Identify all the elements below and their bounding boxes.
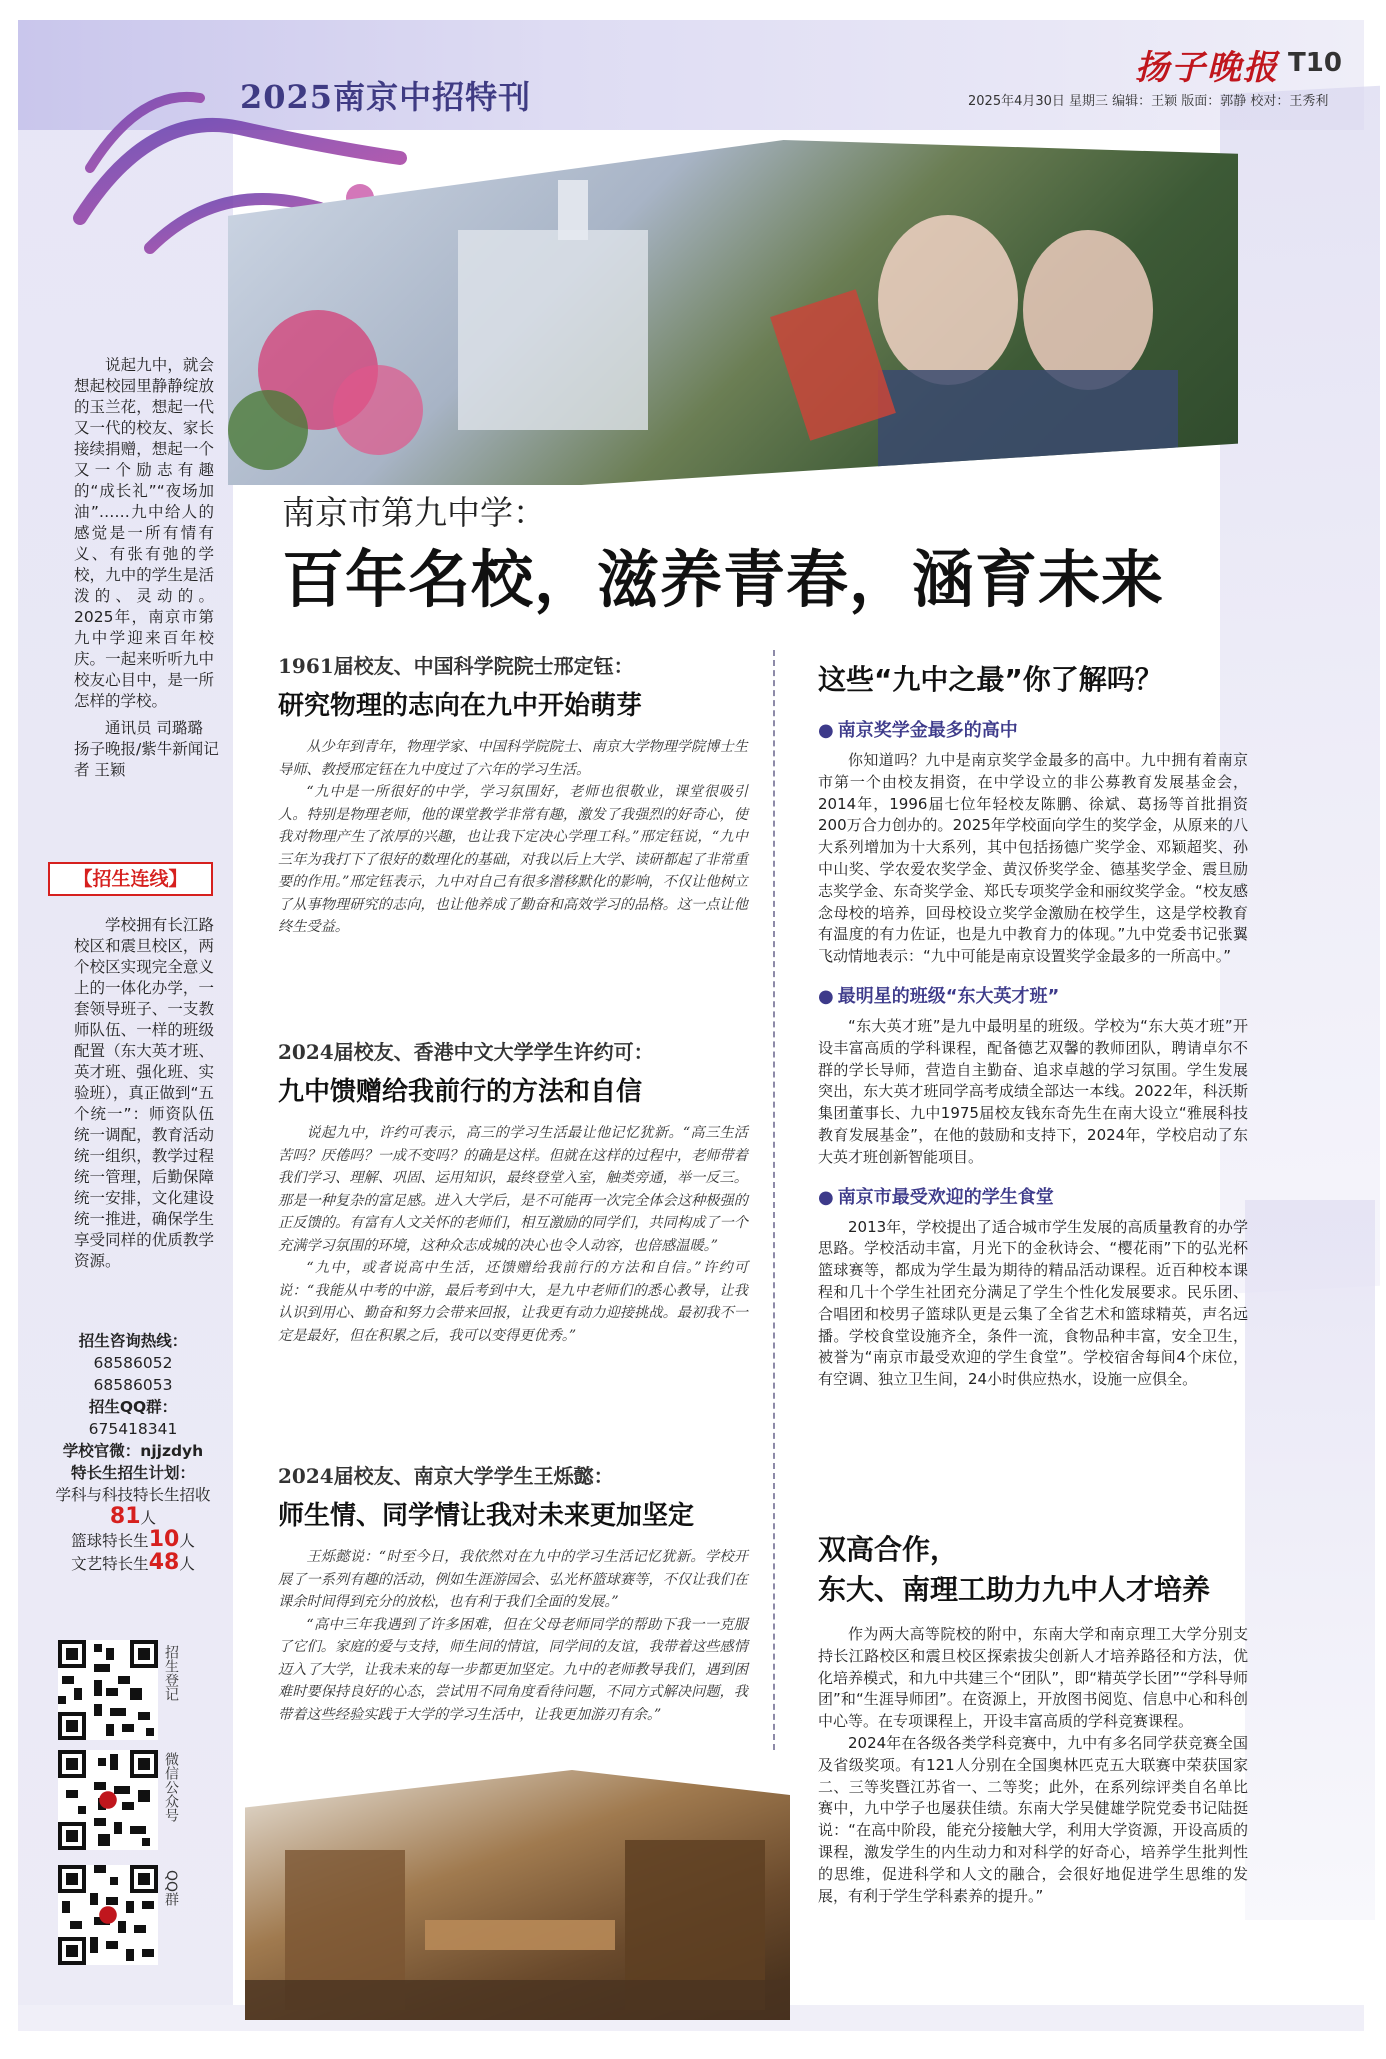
article-kicker: 2024届校友、香港中文大学学生许约可： bbox=[278, 1040, 654, 1064]
subsection-body-scholarship: 你知道吗？九中是南京奖学金最多的高中。九中拥有着南京市第一个由校友捐资，在中学设立的非公募教育发展基金会，2014年，1996届七位年轻校友陈鹏、徐斌、葛扬等首批捐资200万合力创办的。2025年学校面向学生的奖学金，从原来的八大系列增加为十大系列，其中包括扬德广奖学金、邓颖超奖、孙中山奖、学农爱农奖学金、黄汉侨奖学金、德基奖学金、震旦励志奖学金、东奇奖学金、郑氏专项奖学金和丽纹奖学金。“校友感念母校的培养，回母校设立奖学金激励在校学生，这是学校教育有温度的有力佐证，也是九中教育力的体现。”九中党委书记张翼飞动情地表示：“九中可能是南京设置奖学金最多的一所高中。” bbox=[818, 751, 1248, 966]
article-title: 九中馈赠给我前行的方法和自信 bbox=[278, 1077, 643, 1107]
right-decoration-lower bbox=[1245, 1200, 1375, 1920]
section-heading: 这些“九中之最”你了解吗？ bbox=[818, 663, 1163, 696]
hotline-number-2: 68586053 bbox=[93, 1376, 173, 1394]
subsection-body-class: “东大英才班”是九中最明星的班级。学校为“东大英才班”开设丰富高质的学科课程，配备德艺双馨的教师团队，聘请卓尔不群的学长导师，营造自主勤奋、追求卓越的学习氛围。学生发展突出，东大英才班同学高考成绩全部达一本线。2022年，科沃斯集团董事长、九中1975届校友钱东奇先生在南大设立“雅展科技教育发展基金”，在他的鼓励和支持下，2024年，学校启动了东大英才班创新智能项目。 bbox=[818, 1016, 1248, 1166]
section-heading-line1: 双高合作， bbox=[818, 1533, 959, 1566]
section-heading-line2: 东大、南理工助力九中人才培养 bbox=[818, 1573, 1211, 1606]
article-kicker: 2024届校友、南京大学学生王烁懿： bbox=[278, 1464, 614, 1488]
library-photo bbox=[245, 1770, 790, 2020]
qr-label-registration: 招生登记 bbox=[163, 1645, 179, 1701]
article-title: 研究物理的志向在九中开始萌芽 bbox=[278, 691, 643, 721]
qr-label-wechat: 微信公众号 bbox=[163, 1752, 179, 1822]
intro-text: 说起九中，就会想起校园里静静绽放的玉兰花，想起一代又一代的校友、家长接续捐赠，想起一个又一个励志有趣的“成长礼”“夜场加油”……九中给人的感觉是一所有情有义、有张有弛的学校，九中的学生是活泼的、灵动的。2025年，南京市第九中学迎来百年校庆。一起来听听九中校友心目中，是一所怎样的学校。 bbox=[74, 356, 214, 710]
article-title: 师生情、同学情让我对未来更加坚定 bbox=[278, 1501, 695, 1531]
wechat-account: 学校官微：njjzdyh bbox=[62, 1442, 204, 1460]
contact-info bbox=[48, 1330, 218, 1575]
article-kicker: 1961届校友、中国科学院院士邢定钰： bbox=[278, 654, 634, 678]
byline-correspondent: 通讯员 司璐璐 bbox=[105, 719, 203, 737]
article-body: 从少年到青年，物理学家、中国科学院院士、南京大学物理学院博士生导师、教授邢定钰在九中度过了六年的学习生活。 “九中是一所很好的中学，学习氛围好，老师也很敬业，课堂很吸引人。特别是物理老师，他的课堂教学非常有趣，激发了我强烈的好奇心，使我对物理产生了浓厚的兴趣，也让我下定决心学理工科。”邢定钰说，“九中三年为我打下了很好的数理化的基础，对我以后上大学、读研都起了非常重要的作用。”邢定钰表示，九中对自己有很多潜移默化的影响，不仅让他树立了从事物理研究的志向，也让他养成了勤奋和高效学习的品格。这一点让他终生受益。 bbox=[278, 739, 748, 935]
qr-code-wechat[interactable] bbox=[58, 1750, 158, 1850]
page-number: T10 bbox=[1288, 48, 1342, 78]
article-body: 王烁懿说：“时至今日，我依然对在九中的学习生活记忆犹新。学校开展了一系列有趣的活动，例如生涯游园会、弘光杯篮球赛等，不仅让我们在课余时间得到充分的放松，也有利于我们全面的发展。” “高中三年我遇到了许多困难，但在父母老师同学的帮助下我一一克服了它们。家庭的爱与支持，师生间的情谊，同学间的友谊，我带着这些感情迈入了大学，让我未来的每一步都更加坚定。九中的老师教导我们，遇到困难时要保持良好的心态，尝试用不同角度看待问题，不同方式解决问题，我带着这些经验实践于大学的学习生活中，让我更加游刃有余。” bbox=[278, 1549, 748, 1723]
headline-subtitle: 南京市第九中学： bbox=[282, 493, 546, 532]
section-body: 作为两大高等院校的附中，东南大学和南京理工大学分别支持长江路校区和震旦校区探索拔尖创新人才培养路径和方法，优化培养模式，和九中共建三个“团队”，即“精英学长团”“学科导师团”和“生涯导师团”。在资源上，开放图书阅览、信息中心和科创中心等。在专项课程上，开设丰富高质的学科竞赛课程。 2024年在各级各类学科竞赛中，九中有多名同学获竞赛全国及省级奖项。有121人分别在全国奥林匹克五大联赛中荣获国家二、三等奖暨江苏省一、二等奖；此外，在系列综评类自名单比赛中，九中学子也屡获佳绩。东南大学吴健雄学院党委书记陆挺说：“在高中阶段，能充分接触大学，利用大学资源，开设高质的课程，激发学生的内生动力和对科学的好奇心，培养学生批判性的思维，促进科学和人文的融合，会很好地促进学生思维的发展，有利于学生学科素养的提升。” bbox=[818, 1625, 1248, 1905]
subsection-heading-class: ● 最明星的班级“东大英才班” bbox=[818, 982, 1248, 1008]
qq-number: 675418341 bbox=[88, 1420, 178, 1438]
byline bbox=[74, 718, 224, 781]
special-plan-label: 特长生招生计划： bbox=[70, 1464, 195, 1482]
science-quota: 学科与科技特长生招收81人 bbox=[55, 1486, 211, 1529]
qr-label-qq: QQ群 bbox=[163, 1870, 179, 1907]
basketball-quota: 篮球特长生10人 bbox=[71, 1527, 195, 1552]
subsection-body-canteen: 2013年，学校提出了适合城市学生发展的高质量教育的办学思路。学校活动丰富，月光下的金秋诗会、“樱花雨”下的弘光杯篮球赛等，都成为学生最为期待的精品活动课程。近百种校本课程和几十个学生社团充分满足了学生个性化发展要求。民乐团、合唱团和校男子篮球队更是云集了全省艺术和篮球精英，声名远播。学校食堂设施齐全，条件一流，食物品种丰富，安全卫生，被誉为“南京市最受欢迎的学生食堂”。学校宿舍每间4个床位，有空调、独立卫生间，24小时供应热水，设施一应俱全。 bbox=[818, 1217, 1248, 1389]
enrollment-tag: 【招生连线】 bbox=[48, 862, 213, 896]
column-divider bbox=[773, 650, 775, 1750]
qq-label: 招生QQ群： bbox=[88, 1398, 178, 1416]
newspaper-logo: 扬子晚报 bbox=[1135, 48, 1279, 88]
arts-quota: 文艺特长生48人 bbox=[71, 1550, 195, 1575]
headline-title: 百年名校，滋养青春，涵育未来 bbox=[282, 543, 1165, 616]
section-jiuzhong-records bbox=[818, 658, 1248, 1391]
hotline-label: 招生咨询热线： bbox=[78, 1332, 188, 1350]
special-edition-title: 2025南京中招特刊 bbox=[240, 78, 532, 116]
qr-code-registration[interactable] bbox=[58, 1640, 158, 1740]
byline-reporter: 扬子晚报/紫牛新闻记者 王颖 bbox=[74, 740, 219, 779]
article-alumni-3 bbox=[278, 1460, 748, 1726]
section-university-cooperation bbox=[818, 1530, 1248, 1907]
qr-code-qq-group[interactable] bbox=[58, 1865, 158, 1965]
subsection-heading-scholarship: ● 南京奖学金最多的高中 bbox=[818, 716, 1248, 742]
article-alumni-1 bbox=[278, 650, 748, 939]
subsection-heading-canteen: ● 南京市最受欢迎的学生食堂 bbox=[818, 1183, 1248, 1209]
article-alumni-2 bbox=[278, 1036, 748, 1347]
hotline-number-1: 68586052 bbox=[93, 1354, 173, 1372]
article-body: 说起九中，许约可表示，高三的学习生活最让他记忆犹新。“高三生活苦吗？厌倦吗？一成不变吗？的确是这样。但就在这样的过程中，老师带着我们学习、理解、巩固、运用知识，最终登堂入室，触类旁通，举一反三。那是一种复杂的富足感。进入大学后，是不可能再一次完全体会这种极强的正反馈的。有富有人文关怀的老师们，相互激励的同学们，共同构成了一个充满学习氛围的环境，这种众志成城的决心也令人动容，也倍感温暖。” “九中，或者说高中生活，还馈赠给我前行的方法和自信。”许约可说：“我能从中考的中游，最后考到中大，是九中老师们的悉心教导，让我认识到用心、勤奋和努力会带来回报，让我更有动力迎接挑战。最初我不一定是最好，但在积累之后，我可以变得更优秀。” bbox=[278, 1125, 748, 1344]
issue-info: 2025年4月30日 星期三 编辑：王颖 版面：郭静 校对：王秀利 bbox=[968, 94, 1329, 109]
enrollment-text: 学校拥有长江路校区和震旦校区，两个校区实现完全意义上的一体化办学，一套领导班子、一支教师队伍、一样的班级配置（东大英才班、英才班、强化班、实验班），真正做到“五个统一”：师资队伍统一调配，教育活动统一组织，教学过程统一管理，后勤保障统一安排，文化建设统一推进，确保学生享受同样的优质教学资源。 bbox=[74, 916, 214, 1270]
